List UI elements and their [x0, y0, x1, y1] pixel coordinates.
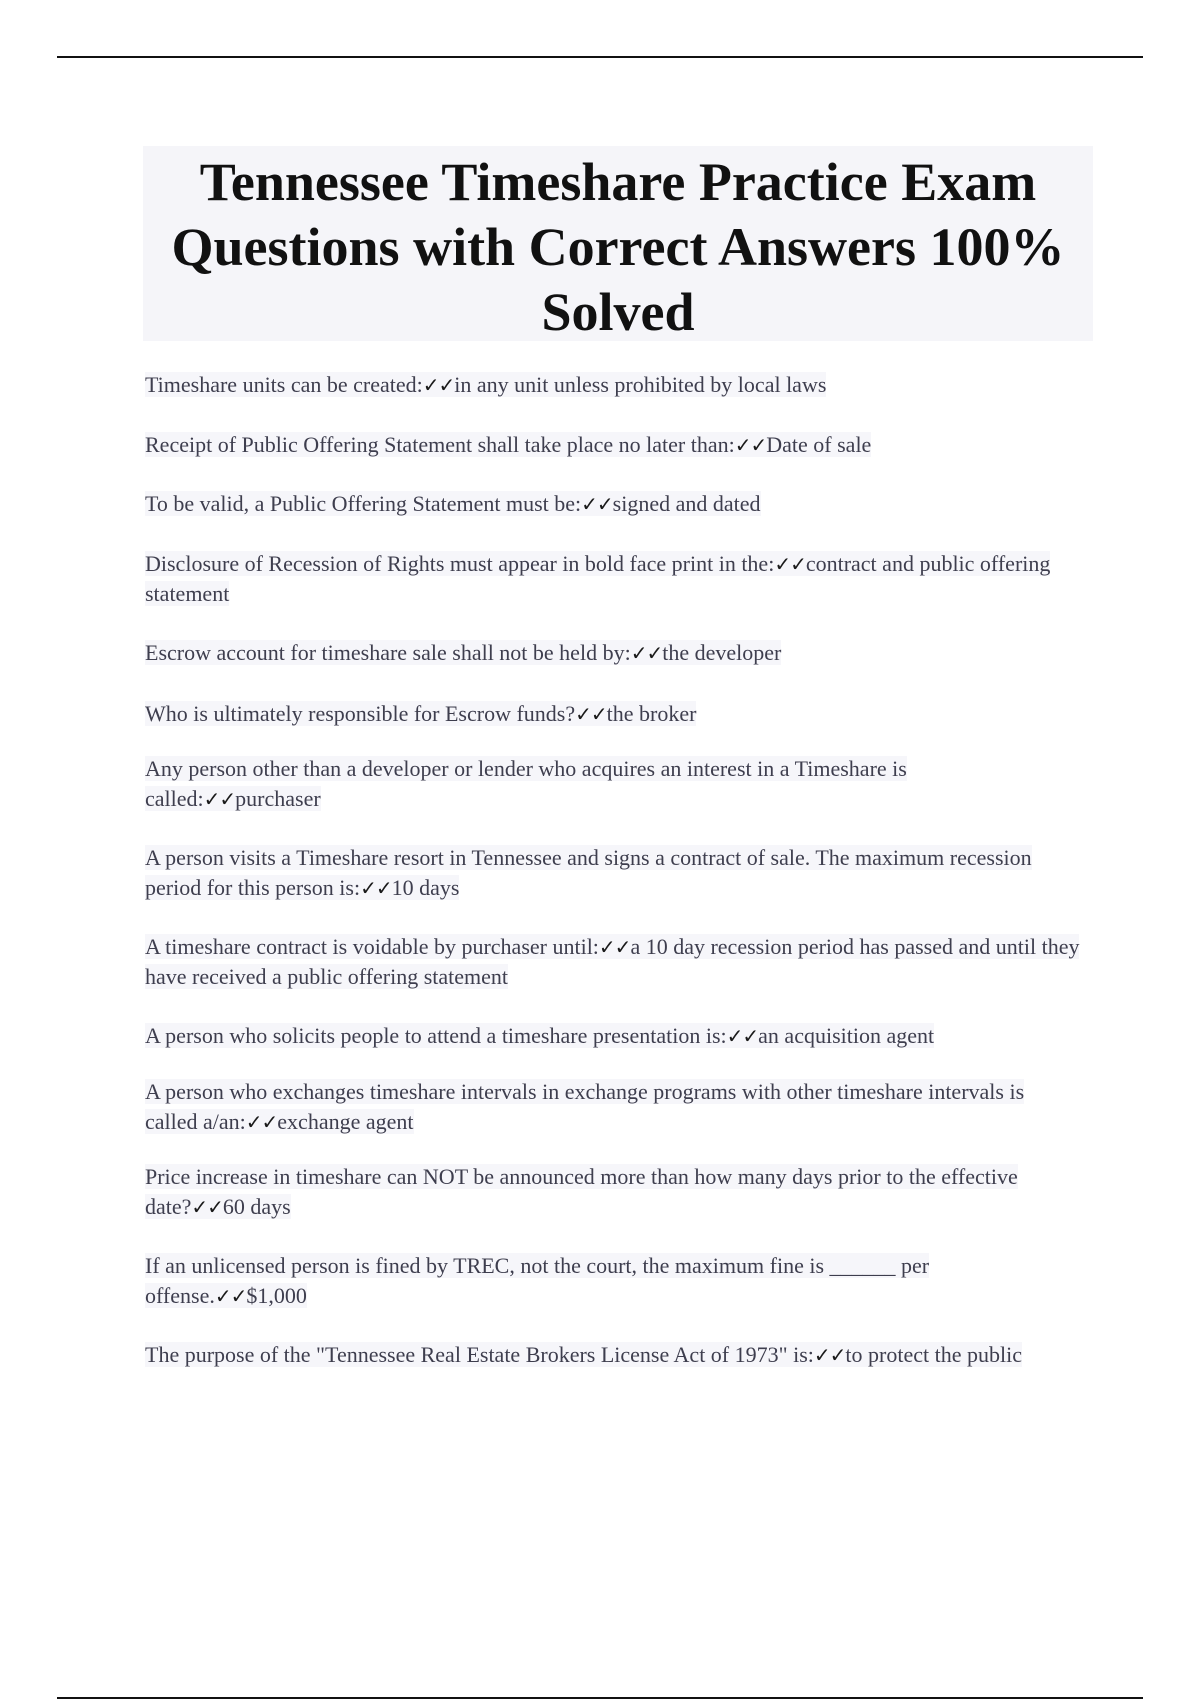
- answer-text: a 10 day recession period has passed and until they have received a public offering statement: [145, 934, 1080, 989]
- qa-item: [145, 699, 696, 729]
- answer-text: 60 days: [222, 1194, 291, 1219]
- answer-text: signed and dated: [612, 491, 761, 516]
- check-icon: ✓✓: [422, 373, 455, 397]
- question-text: A person who exchanges timeshare intervals in exchange programs with other timeshare intervals is called a/an:: [145, 1079, 1025, 1134]
- question-text: Price increase in timeshare can NOT be announced more than how many days prior to the effective date?: [145, 1164, 1018, 1219]
- question-text: Who is ultimately responsible for Escrow funds?: [145, 701, 576, 726]
- qa-item: [145, 1251, 1025, 1311]
- question-text: Timeshare units can be created:: [145, 372, 423, 397]
- check-icon: ✓✓: [575, 702, 607, 726]
- qa-item: [145, 1077, 1025, 1137]
- qa-item: [145, 932, 1090, 992]
- answer-text: $1,000: [246, 1283, 307, 1308]
- qa-item: [145, 489, 761, 519]
- title-box: [143, 146, 1093, 341]
- answer-text: Date of sale: [766, 432, 872, 457]
- answer-text: the developer: [662, 640, 782, 665]
- answer-text: an acquisition agent: [758, 1023, 935, 1048]
- question-text: A person visits a Timeshare resort in Tennessee and signs a contract of sale. The maximum recession period for this person is:: [145, 845, 1032, 900]
- check-icon: ✓✓: [774, 552, 806, 576]
- answer-text: exchange agent: [277, 1109, 414, 1134]
- question-text: A timeshare contract is voidable by purchaser until:: [145, 934, 599, 959]
- check-icon: ✓✓: [245, 1110, 278, 1134]
- qa-item: [145, 843, 1085, 903]
- qa-item: [145, 1162, 1025, 1222]
- qa-item: [145, 638, 781, 668]
- question-text: Escrow account for timeshare sale shall not be held by:: [145, 640, 631, 665]
- qa-item: [145, 430, 871, 460]
- answer-text: contract and public offering statement: [145, 551, 1051, 606]
- check-icon: ✓✓: [630, 641, 663, 665]
- answer-text: to protect the public: [845, 1342, 1022, 1367]
- answer-text: purchaser: [235, 786, 321, 811]
- question-text: Any person other than a developer or lender who acquires an interest in a Timeshare is called:: [145, 756, 907, 811]
- qa-item: [145, 1021, 934, 1051]
- qa-item: [145, 549, 1085, 609]
- qa-item: [145, 754, 985, 814]
- question-text: The purpose of the "Tennessee Real Estate Brokers License Act of 1973" is:: [145, 1342, 814, 1367]
- qa-item: [145, 1340, 1065, 1370]
- document-title: Tennessee Timeshare Practice Exam Questions with Correct Answers 100% Solved: [171, 152, 1065, 342]
- question-text: A person who solicits people to attend a timeshare presentation is:: [145, 1023, 727, 1048]
- answer-text: in any unit unless prohibited by local laws: [454, 372, 827, 397]
- check-icon: ✓✓: [191, 1195, 223, 1219]
- check-icon: ✓✓: [203, 787, 236, 811]
- check-icon: ✓✓: [598, 935, 631, 959]
- check-icon: ✓✓: [734, 433, 767, 457]
- check-icon: ✓✓: [581, 492, 613, 516]
- question-text: Disclosure of Recession of Rights must appear in bold face print in the:: [145, 551, 775, 576]
- question-text: To be valid, a Public Offering Statement must be:: [145, 491, 582, 516]
- answer-text: the broker: [606, 701, 697, 726]
- qa-item: [145, 370, 826, 400]
- check-icon: ✓✓: [726, 1024, 759, 1048]
- top-rule: [57, 56, 1143, 58]
- check-icon: ✓✓: [360, 876, 392, 900]
- check-icon: ✓✓: [214, 1284, 247, 1308]
- bottom-rule: [57, 1697, 1143, 1699]
- answer-text: 10 days: [391, 875, 460, 900]
- check-icon: ✓✓: [813, 1343, 846, 1367]
- question-text: If an unlicensed person is fined by TREC, not the court, the maximum fine is ______ per offense.: [145, 1253, 930, 1308]
- question-text: Receipt of Public Offering Statement shall take place no later than:: [145, 432, 735, 457]
